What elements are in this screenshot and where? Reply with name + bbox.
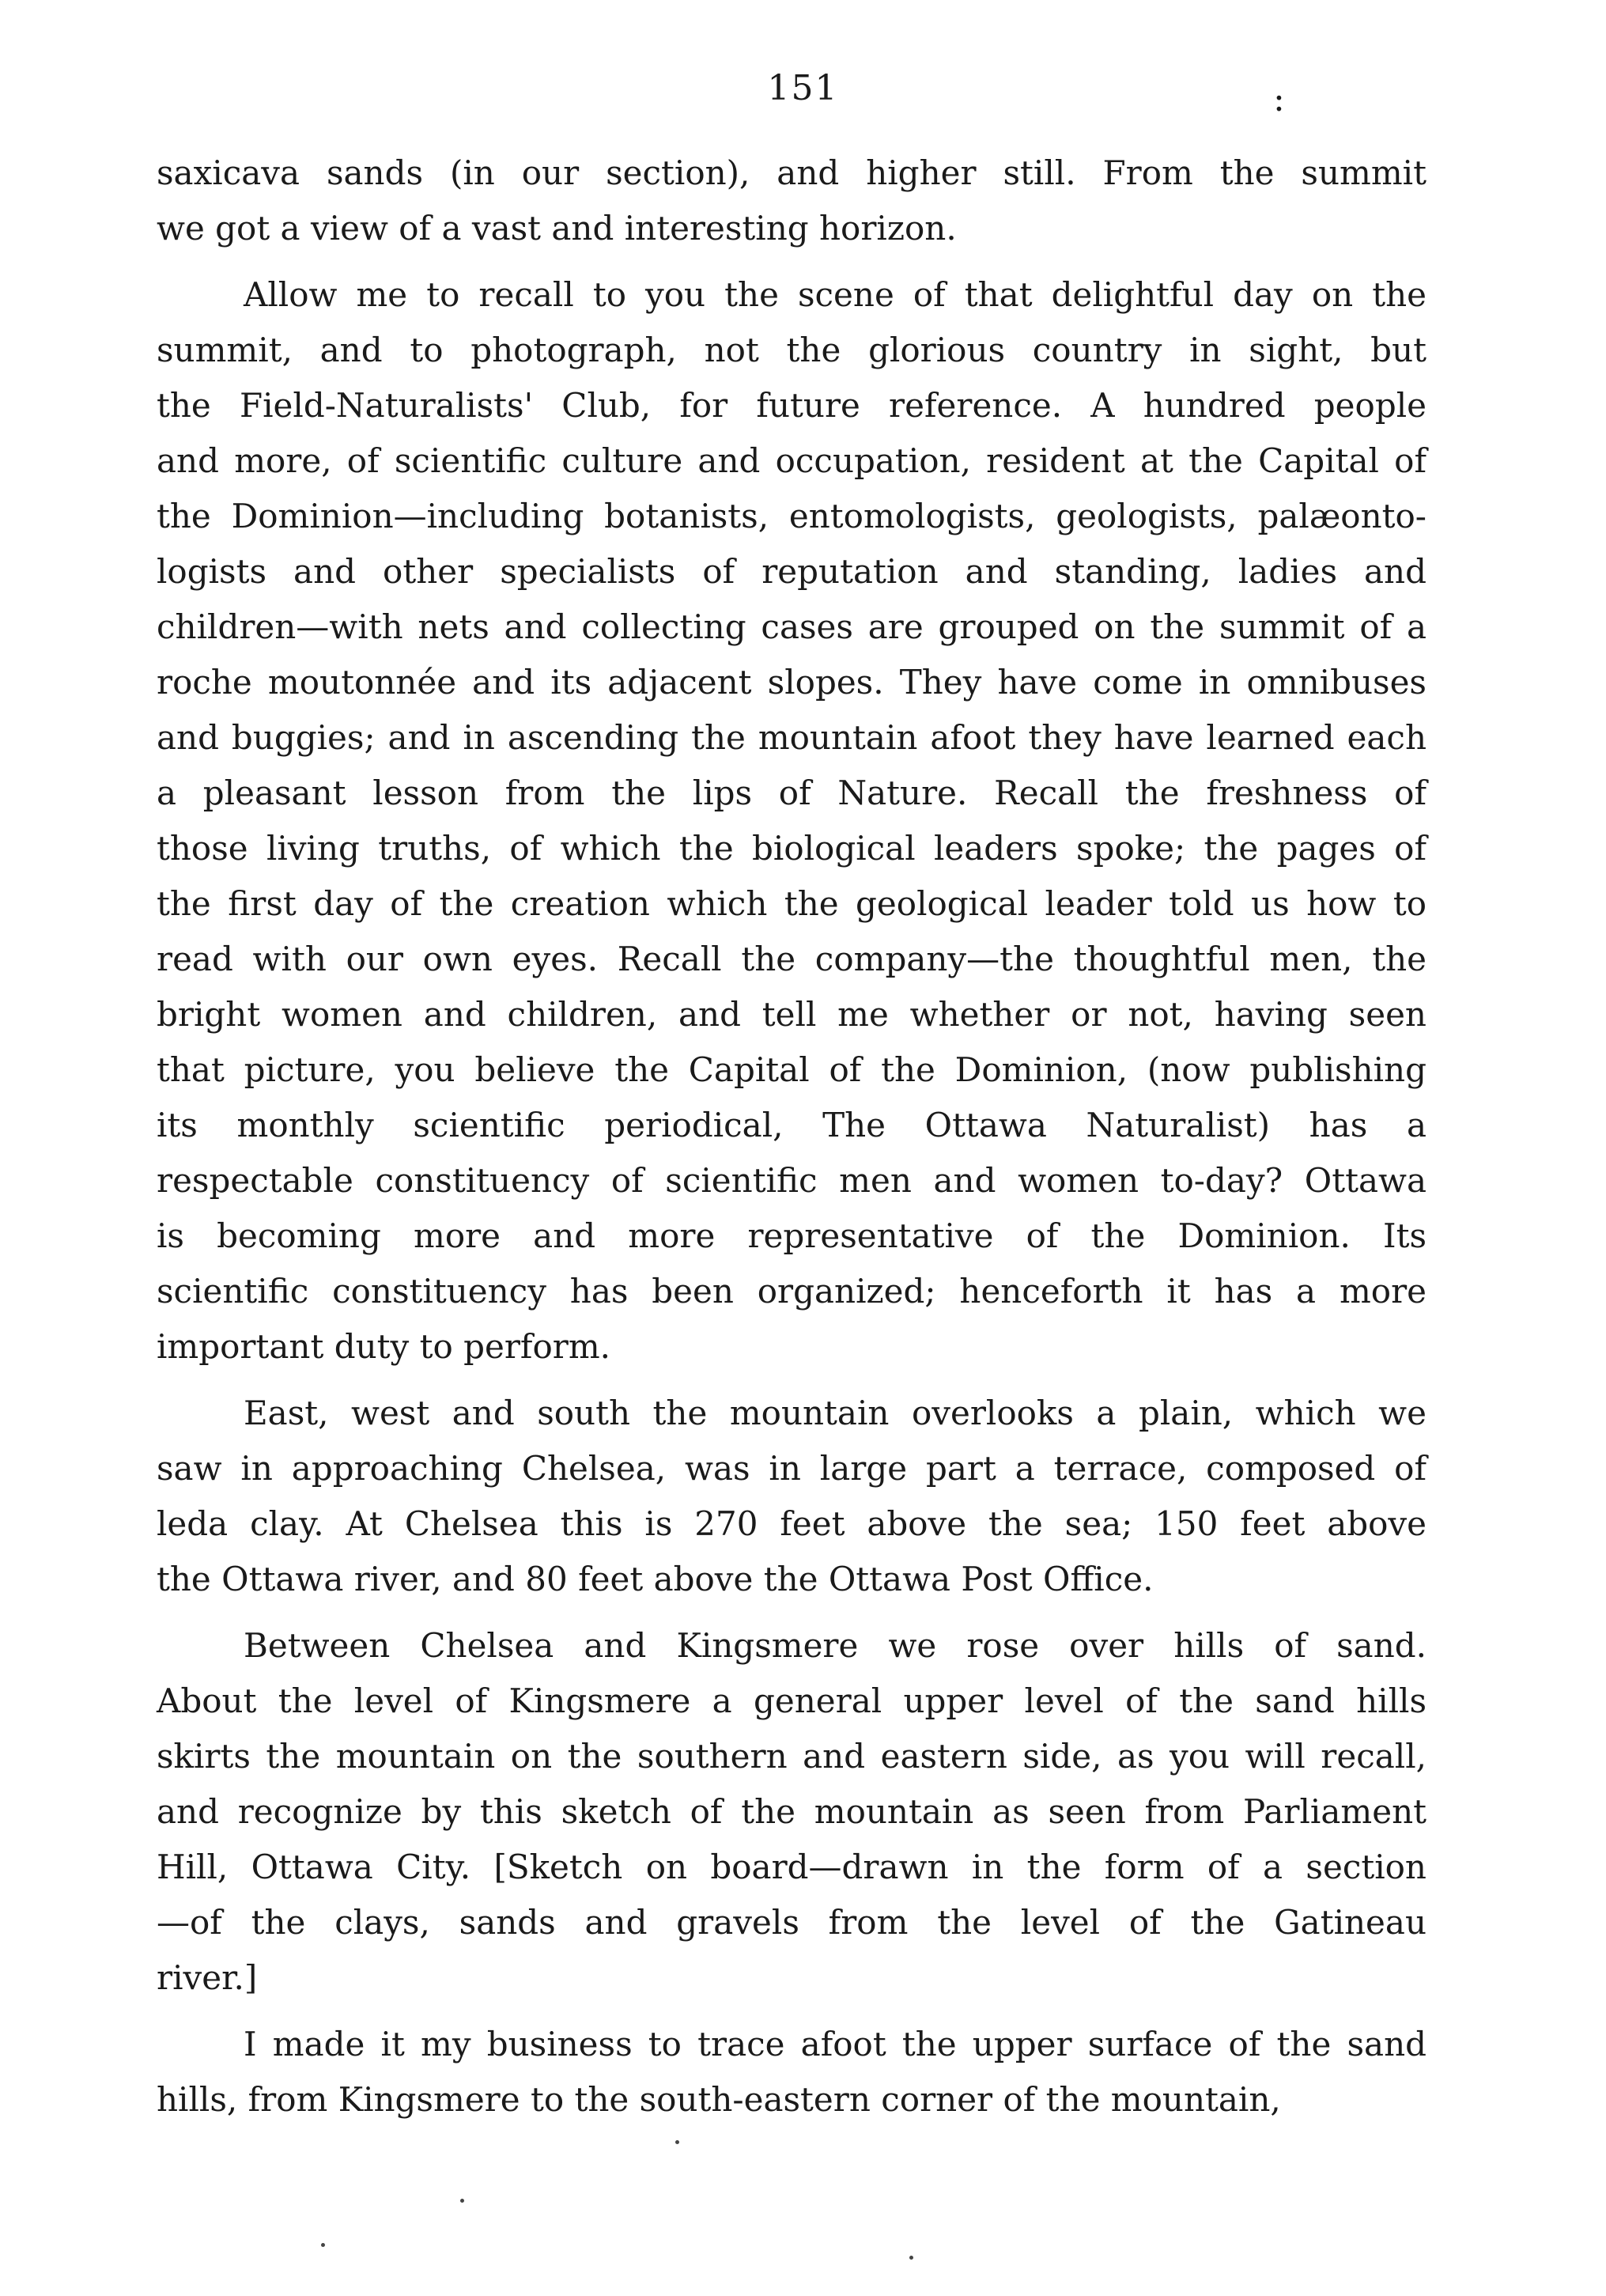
text-line: logists and other specialists of reputation and standing, ladies and [157,552,1427,591]
text-line: skirts the mountain on the southern and eastern side, as you will recall, [157,1737,1427,1776]
text-line: hills, from Kingsmere to the south-eastern corner of the mountain, [157,2080,1281,2119]
text-line: summit, and to photograph, not the glorious country in sight, but [157,331,1427,369]
paragraph-gap [157,2006,1427,2017]
text-line: is becoming more and more representative of the Dominion. Its [157,1216,1427,1255]
paragraph-gap [157,256,1427,267]
page-number: 151 [767,68,839,108]
text-line: East, west and south the mountain overlooks a plain, which we [244,1394,1427,1432]
print-speck [675,2140,679,2144]
text-line: its monthly scientific periodical, The Ottawa Naturalist) has a [157,1106,1427,1144]
paragraph [157,2017,1427,2128]
paragraph-gap [157,1607,1427,1618]
print-speck [321,2243,325,2247]
text-line: and more, of scientific culture and occupation, resident at the Capital of [157,441,1427,480]
text-line: a pleasant lesson from the lips of Nature. Recall the freshness of [157,774,1427,812]
text-line: About the level of Kingsmere a general upper level of the sand hills [157,1681,1427,1720]
text-line: important duty to perform. [157,1327,611,1366]
text-line: Between Chelsea and Kingsmere we rose over hills of sand. [244,1626,1427,1665]
text-line: Hill, Ottawa City. [Sketch on board—drawn in the form of a section [157,1848,1427,1886]
text-line: we got a view of a vast and interesting horizon. [157,209,957,248]
text-line: leda clay. At Chelsea this is 270 feet above the sea; 150 feet above [157,1504,1427,1543]
paragraph-gap [157,1375,1427,1386]
text-line: and buggies; and in ascending the mountain afoot they have learned each [157,718,1427,757]
text-line: river.] [157,1958,258,1997]
paragraph [157,267,1427,1375]
paragraph [157,1618,1427,2006]
print-speck [909,2256,913,2260]
paragraph [157,1386,1427,1607]
print-speck [460,2199,464,2203]
text-line: the Dominion—including botanists, entomologists, geologists, palæonto- [157,497,1427,535]
text-line: children—with nets and collecting cases are grouped on the summit of a [157,607,1427,646]
body-text [157,146,1427,2128]
text-line: roche moutonnée and its adjacent slopes. They have come in omnibuses [157,663,1427,702]
text-line: saw in approaching Chelsea, was in large part a terrace, composed of [157,1449,1427,1488]
text-line: read with our own eyes. Recall the company—the thoughtful men, the [157,940,1427,978]
text-line: Allow me to recall to you the scene of that delightful day on the [244,275,1427,314]
text-line: I made it my business to trace afoot the upper surface of the sand [244,2025,1427,2063]
text-line: bright women and children, and tell me whether or not, having seen [157,995,1427,1034]
text-line: respectable constituency of scientific men and women to-day? Ottawa [157,1161,1427,1200]
text-line: the Ottawa river, and 80 feet above the Ottawa Post Office. [157,1560,1154,1598]
corner-mark: : [1273,79,1285,119]
text-line: scientific constituency has been organized; henceforth it has a more [157,1272,1427,1311]
text-line: the first day of the creation which the geological leader told us how to [157,884,1427,923]
paragraph [157,146,1427,256]
text-line: —of the clays, sands and gravels from the level of the Gatineau [157,1903,1427,1942]
text-line: that picture, you believe the Capital of the Dominion, (now publishing [157,1050,1427,1089]
text-line: the Field-Naturalists' Club, for future reference. A hundred people [157,386,1427,425]
text-line: saxicava sands (in our section), and higher still. From the summit [157,153,1427,192]
text-line: and recognize by this sketch of the mountain as seen from Parliament [157,1792,1427,1831]
text-line: those living truths, of which the biological leaders spoke; the pages of [157,829,1427,868]
